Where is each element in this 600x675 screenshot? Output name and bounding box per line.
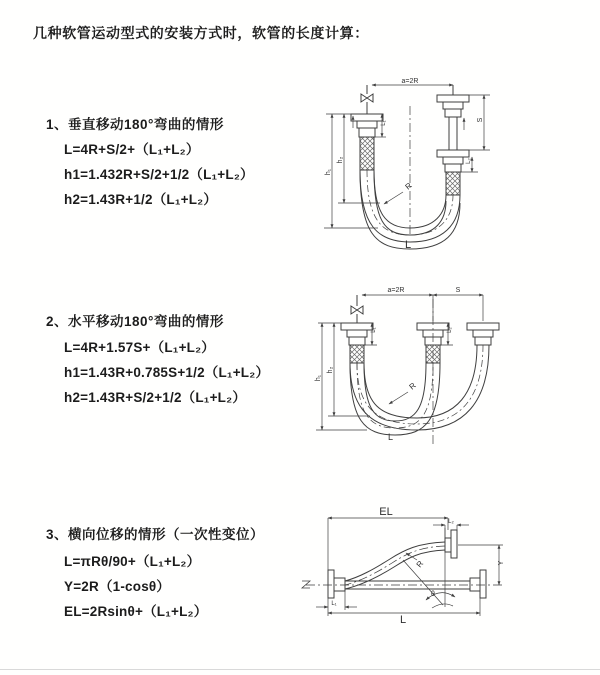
formula-line: h1=1.43R+0.785S+1/2（L₁+L₂） bbox=[64, 365, 270, 380]
formula-line: L=4R+S/2+（L₁+L₂） bbox=[64, 142, 200, 157]
label-r: R bbox=[407, 380, 418, 392]
label-l2: L₂ bbox=[466, 158, 472, 164]
valve-icon bbox=[351, 295, 363, 323]
left-flange bbox=[328, 570, 345, 598]
right-flange bbox=[470, 570, 486, 598]
label-theta: θ bbox=[431, 591, 435, 598]
label-h2: h₂ bbox=[337, 156, 344, 164]
right-flange bbox=[467, 323, 499, 345]
formula-line: h1=1.432R+S/2+1/2（L₁+L₂） bbox=[64, 167, 254, 182]
hose-u-displaced bbox=[350, 345, 489, 430]
label-r: R bbox=[414, 559, 426, 570]
section-2-heading: 2、水平移动180°弯曲的情形 bbox=[46, 314, 224, 329]
radius-leader bbox=[384, 192, 403, 204]
label-l1: L₁ bbox=[381, 120, 387, 126]
braided-hose-left bbox=[350, 345, 364, 363]
formula-line: Y=2R（1-cosθ） bbox=[64, 579, 171, 594]
label-s: S bbox=[477, 117, 484, 123]
label-l2: L₂ bbox=[447, 327, 453, 333]
label-el: EL bbox=[379, 506, 393, 518]
document-title: 几种软管运动型式的安装方式时，软管的长度计算： bbox=[33, 25, 369, 41]
formula-line: L=4R+1.57S+（L₁+L₂） bbox=[64, 340, 215, 355]
label-l: L bbox=[405, 239, 412, 250]
label-s: S bbox=[455, 287, 461, 294]
braided-hose-middle bbox=[426, 345, 440, 363]
label-l1: L₁ bbox=[371, 327, 377, 333]
label-r: R bbox=[403, 180, 414, 192]
formula-line: EL=2Rsinθ+（L₁+L₂） bbox=[64, 604, 208, 619]
label-y: Y bbox=[498, 560, 505, 566]
label-h1: h₁ bbox=[315, 374, 322, 382]
formula-line: h2=1.43R+S/2+1/2（L₁+L₂） bbox=[64, 390, 247, 405]
braided-hose-right bbox=[446, 172, 460, 195]
upper-right-flange bbox=[445, 530, 457, 558]
radius-leader bbox=[389, 392, 408, 404]
left-flange bbox=[341, 323, 373, 345]
page-bottom-rule bbox=[0, 669, 600, 670]
label-a2r: a=2R bbox=[387, 287, 405, 294]
label-l2: L₂ bbox=[448, 519, 454, 525]
hose-s-curve bbox=[345, 542, 445, 589]
diagram-lateral-displacement bbox=[298, 498, 598, 638]
formula-line: L=πRθ/90+（L₁+L₂） bbox=[64, 554, 201, 569]
label-l: L bbox=[388, 432, 394, 442]
label-l1: L₁ bbox=[331, 601, 337, 607]
section-3-heading: 3、横向位移的情形（一次性变位） bbox=[46, 527, 265, 542]
right-flange-lower bbox=[437, 150, 469, 172]
label-h2: h₂ bbox=[327, 366, 334, 374]
diagram-vertical-180-bend bbox=[320, 76, 505, 250]
section-1-heading: 1、垂直移动180°弯曲的情形 bbox=[46, 117, 224, 132]
left-flange bbox=[351, 114, 383, 137]
diagram-horizontal-180-bend bbox=[312, 282, 512, 458]
valve-icon bbox=[361, 85, 373, 114]
right-pipe bbox=[449, 117, 457, 150]
break-symbol bbox=[302, 581, 310, 588]
label-l: L bbox=[399, 614, 407, 626]
label-a2r: a=2R bbox=[401, 78, 419, 85]
right-flange-upper bbox=[437, 85, 469, 117]
formula-line: h2=1.43R+1/2（L₁+L₂） bbox=[64, 192, 218, 207]
braided-hose-left bbox=[360, 137, 374, 170]
label-h1: h₁ bbox=[325, 168, 332, 176]
